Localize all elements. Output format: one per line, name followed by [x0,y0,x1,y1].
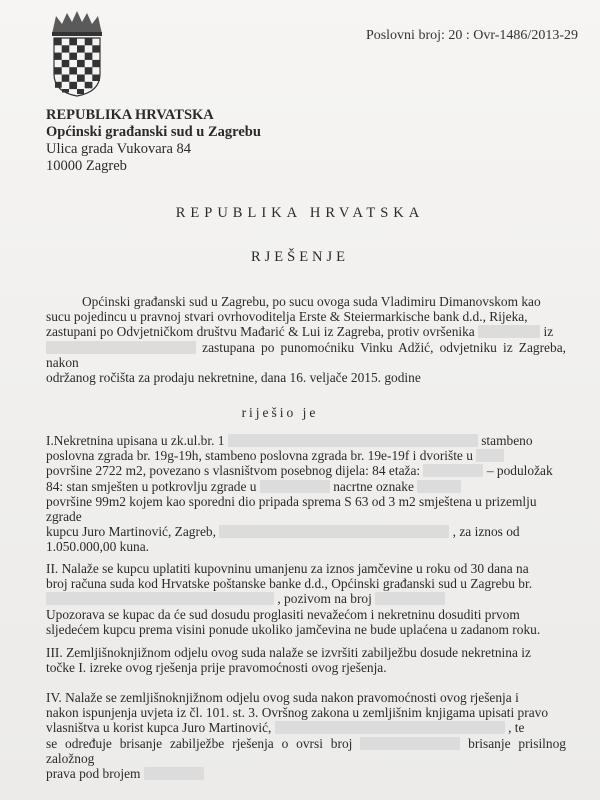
section-text: , za iznos od [452,524,520,540]
section-line [46,766,566,781]
redaction [476,449,504,462]
section-text: , pozivom na broj [277,591,372,607]
document-title: RJEŠENJE [250,249,350,265]
section-text: – poduložak [486,463,553,479]
section-line: 1.050.000,00 kuna. [46,539,150,555]
redaction [375,592,445,605]
section-text: vlasništva u korist kupca Juro Martinović, [46,720,272,736]
intro-line: sucu pojedincu u pravnoj stvari ovrhovoditelja Erste & Steiermarkische bank d.d., Rijeka, [46,309,528,325]
intro-text: zastupani po Odvjetničkom društvu Mađarić & Lui iz Zagreba, protiv ovršenika [46,324,475,340]
section-text: , te [508,720,525,736]
section-text: se određuje brisanje zabilježbe rješenja o ovrsi broj [46,735,353,751]
redaction [219,525,449,538]
redaction [46,592,274,605]
intro-paragraph [46,294,566,385]
section-line [46,720,566,735]
section-text: I.Nekretnina upisana u zk.ul.br. 1 [46,433,225,448]
croatian-coat-of-arms-icon [50,8,104,98]
section-text: poslovna zgrada br. 19g-19h, stambeno poslovna zgrada br. 19e-19f i dvorište u [46,448,473,464]
section-text: površine 2722 m2, povezano s vlasništvom posebnog dijela: 84 etaža: [46,463,421,479]
redaction [423,464,483,477]
section-line: III. Zemljišnoknjižnom odjelu ovog suda nalaže se izvršiti zabilježbu dosude nekretnina iz [46,645,531,660]
section-text: brisanje prisilnog založnog [46,735,566,766]
section-line [46,448,566,463]
intro-text: iz [543,324,554,340]
section-line [46,463,566,478]
intro-line: održanog ročišta za prodaju nekretnine, dana 16. veljače 2015. godine [46,370,421,386]
redaction [228,434,478,447]
redaction [360,737,460,750]
section-2 [46,561,566,637]
header-republic: REPUBLIKA HRVATSKA [46,107,214,123]
section-line: IV. Nalaže se zemljišnoknjižnom odjelu ovog suda nakon pravomoćnosti ovog rješenja i [46,690,519,705]
section-line: Upozorava se kupac da će sud dosudu proglasiti nevažećom i nekretninu dosuditi prvom [46,606,520,622]
intro-line [46,324,566,339]
section-text: kupcu Juro Martinović, Zagreb, [46,524,216,540]
title-republic: REPUBLIKA HRVATSKA [175,205,425,221]
section-line [46,524,566,539]
section-line [46,591,566,606]
section-3 [46,645,566,675]
section-text: nacrtne oznake [333,478,414,494]
intro-text: zastupana po punomoćniku Vinku Adžić, odvjetniku iz Zagreba, nakon [46,339,566,370]
resolved-heading: riješio je [241,405,319,420]
redaction [46,341,196,354]
redaction [275,721,505,734]
redaction [260,480,330,493]
section-1 [46,433,566,555]
section-line [46,736,566,766]
redaction [478,325,540,338]
section-4 [46,690,566,781]
header-street: Ulica grada Vukovara 84 [46,141,192,157]
section-text: stambeno [481,433,533,448]
section-line: nakon ispunjenja uvjeta iz čl. 101. st. 3. Ovršnog zakona u zemljišnim knjigama upisati pravo [46,705,549,721]
section-line: zgrade [46,509,82,525]
intro-line: Općinski građanski sud u Zagrebu, po sucu ovoga suda Vladimiru Dimanovskom kao [82,294,541,309]
section-line: broj računa suda kod Hrvatske poštanske banke d.d., Općinski građanski sud u Zagrebu br. [46,576,533,592]
redaction [144,767,204,780]
section-line: II. Nalaže se kupcu uplatiti kupovninu umanjenu za iznos jamčevine u roku od 30 dana na [46,561,529,576]
section-line: točke I. izreke ovog rješenja prije pravomoćnosti ovog rješenja. [46,660,387,676]
section-line: površine 99m2 kojem kao sporedni dio pripada sprema S 63 od 3 m2 smještena u prizemlju [46,493,537,509]
header-court-name: Općinski građanski sud u Zagrebu [46,124,261,140]
header-city: 10000 Zagreb [46,158,127,174]
case-number: Poslovni broj: 20 : Ovr-1486/2013-29 [365,28,578,43]
intro-line [46,340,566,370]
section-text: 84: stan smješten u potkrovlju zgrade u [46,478,257,494]
court-header [46,107,261,175]
redaction [417,480,461,493]
section-line: sljedećem kupcu prema visini ponude ukoliko jamčevina ne bude uplaćena u zadanom roku. [46,621,541,637]
section-text: prava pod brojem [46,766,141,782]
section-line [46,433,566,448]
section-line [46,479,566,494]
